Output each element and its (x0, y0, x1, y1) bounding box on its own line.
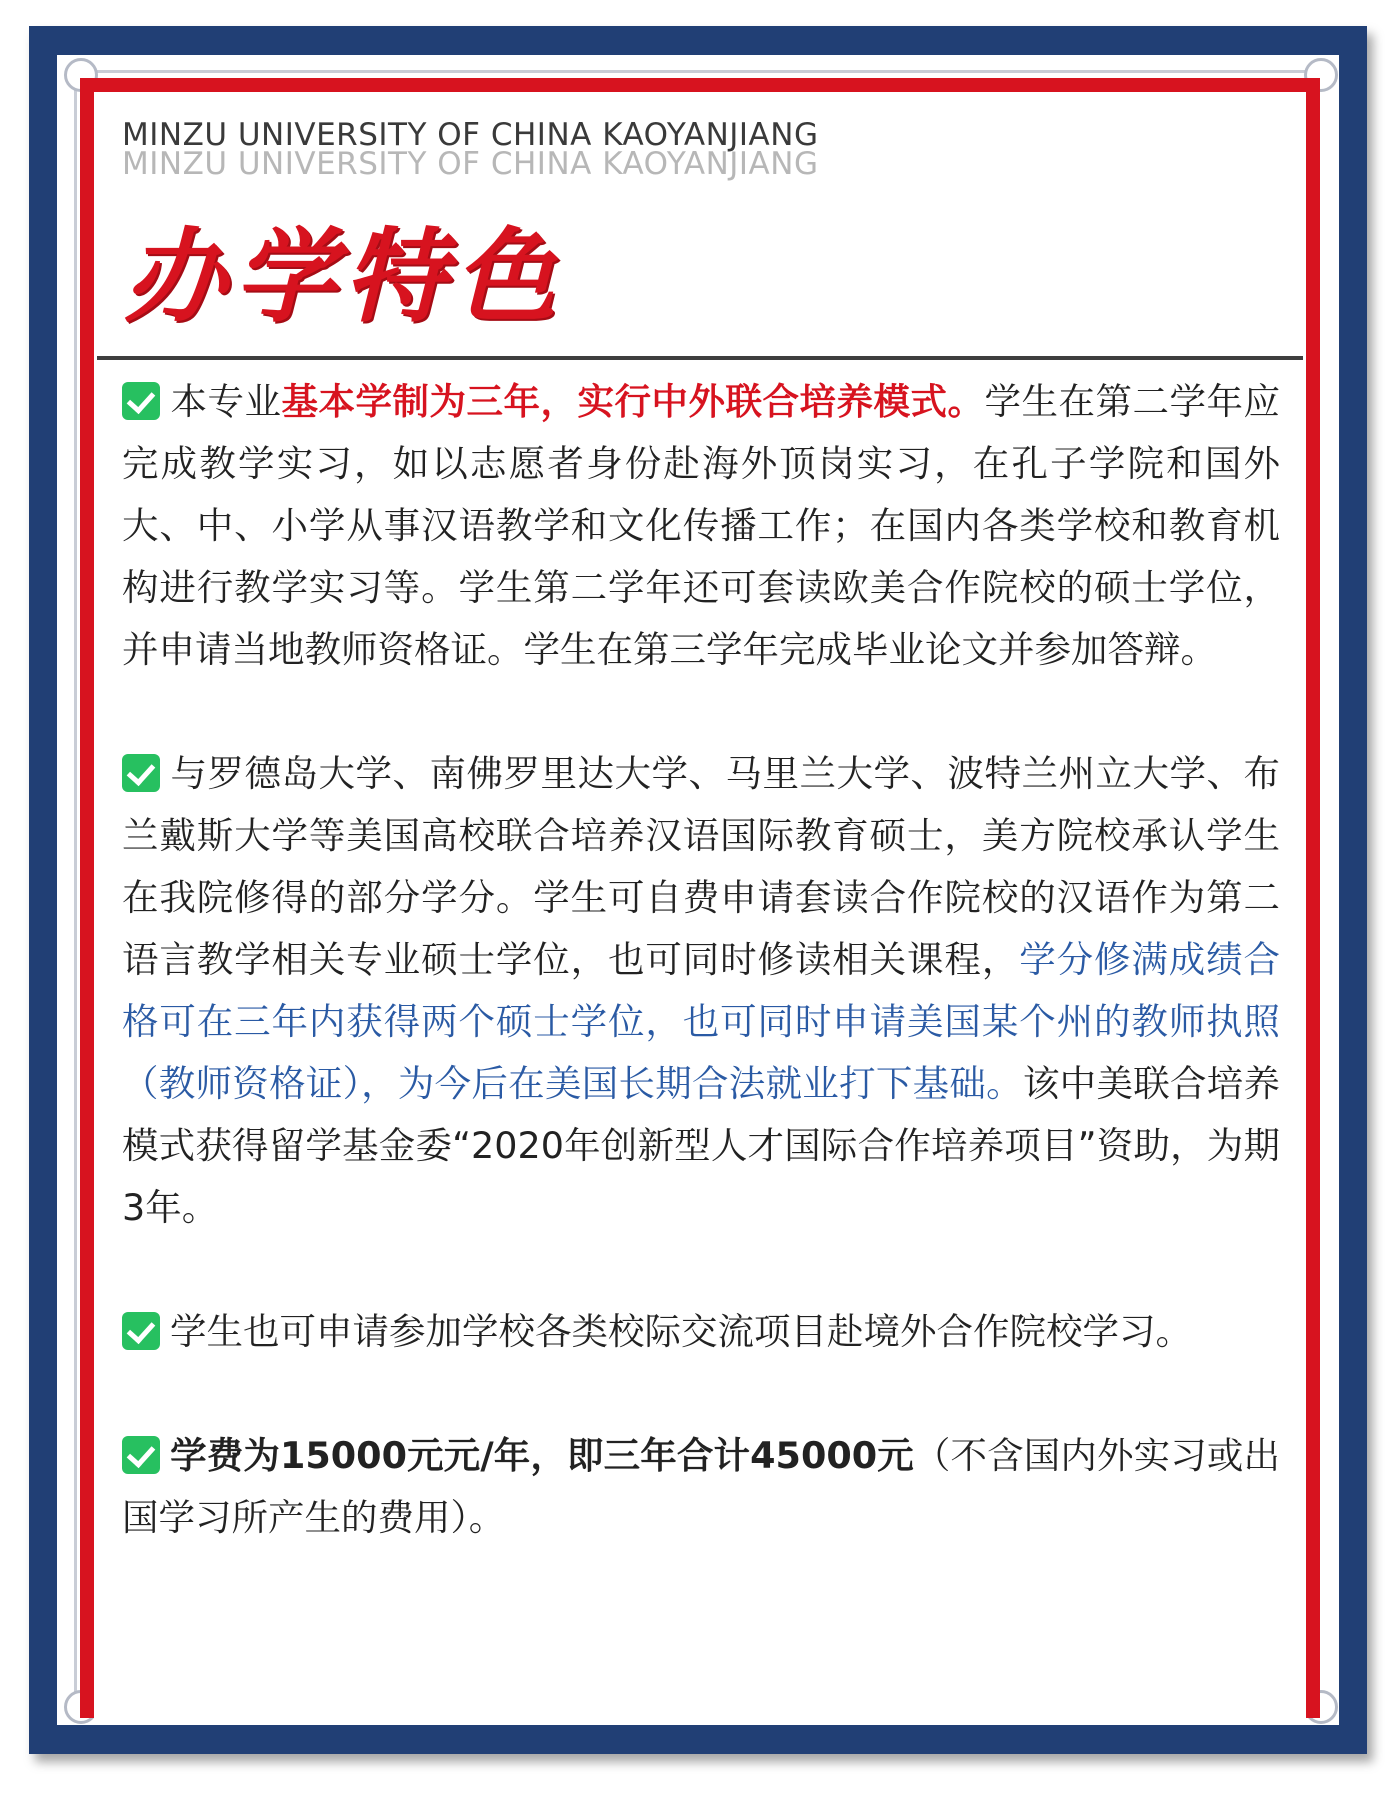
paragraph-exchange (122, 1301, 1280, 1363)
english-header: MINZU UNIVERSITY OF CHINA KAOYANJIANG (122, 117, 819, 153)
p2-pre: 与罗德岛大学、南佛罗里达大学、马里兰大学、波特兰州立大学、布兰戴斯大学等美国高校联合培养汉语国际教育硕士，美方院校承认学生在我院修得的部分学分。学生可自费申请套读合作院校的汉语作为第二语言教学相关专业硕士学位，也可同时修读相关课程， (122, 752, 1280, 981)
content-body (122, 371, 1280, 1611)
english-header-shadow: MINZU UNIVERSITY OF CHINA KAOYANJIANG (122, 146, 819, 182)
p1-highlight: 基本学制为三年，实行中外联合培养模式。 (281, 380, 985, 423)
check-box-icon (122, 382, 160, 420)
p2-post: 该中美联合培养模式获得留学基金委“2020年创新型人才国际合作培养项目”资助，为期3年。 (122, 1062, 1281, 1229)
p1-post: 学生在第二学年应完成教学实习，如以志愿者身份赴海外顶岗实习，在孔子学院和国外大、中、小学从事汉语教学和文化传播工作；在国内各类学校和教育机构进行教学实习等。学生第二学年还可套读欧美合作院校的硕士学位，并申请当地教师资格证。学生在第三学年完成毕业论文并参加答辩。 (122, 380, 1280, 671)
paragraph-duration (122, 371, 1280, 681)
p3-text: 学生也可申请参加学校各类校际交流项目赴境外合作院校学习。 (170, 1310, 1192, 1353)
p4-post: （不含国内外实习或出国学习所产生的费用）。 (122, 1434, 1280, 1539)
paragraph-tuition (122, 1425, 1280, 1549)
p1-pre: 本专业 (170, 380, 282, 423)
title-divider (97, 356, 1303, 360)
check-box-icon (122, 754, 160, 792)
check-box-icon (122, 1436, 160, 1474)
check-box-icon (122, 1312, 160, 1350)
p2-highlight: 学分修满成绩合格可在三年内获得两个硕士学位，也可同时申请美国某个州的教师执照（教师资格证），为今后在美国长期合法就业打下基础。 (122, 938, 1281, 1105)
page-title: 办学特色 (124, 218, 564, 337)
paragraph-joint-program (122, 743, 1280, 1239)
p4-bold: 学费为15000元元/年，即三年合计45000元 (170, 1434, 914, 1477)
